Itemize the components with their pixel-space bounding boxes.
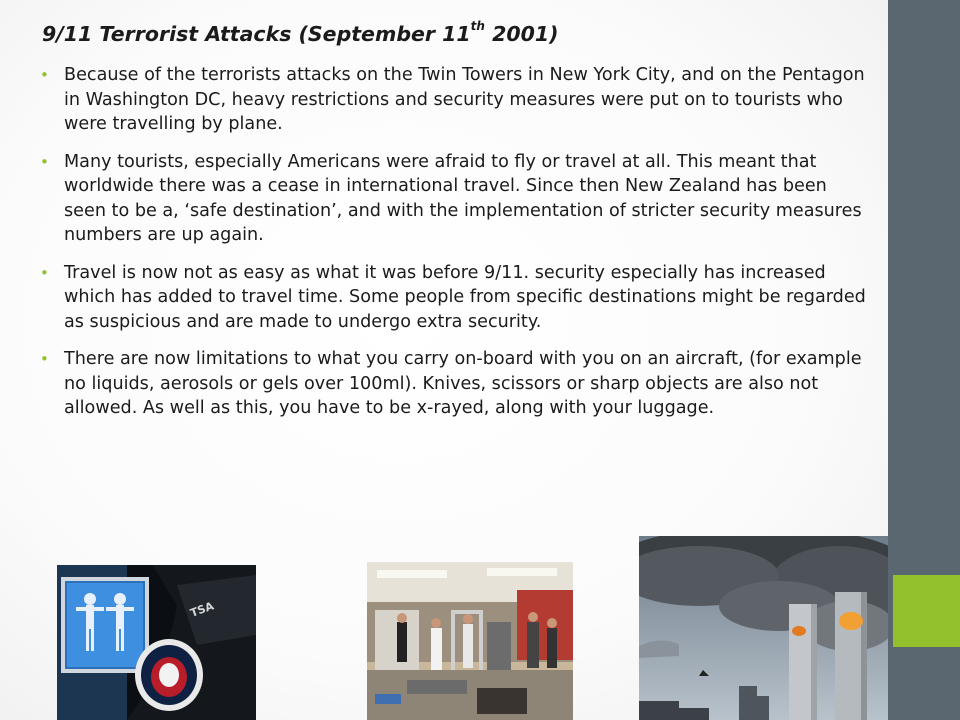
bullet-item [40,150,874,248]
slide-title [42,19,559,46]
bullet-text: There are now limitations to what you carry on-board with you on an aircraft, (for example no liquids, aerosols or gels over 100ml). Knives, scissors or sharp objects are also not allowed. As well as this, you have to be x-rayed, along with your luggage. [64,349,862,418]
bullet-dot-icon: • [40,66,49,84]
bullet-text: Many tourists, especially Americans were afraid to fly or travel at all. This meant that worldwide there was a cease in international travel. Since then New Zealand has been seen to be a, ‘safe destination’, and with the implementation of stricter security measures numbers are up again. [64,151,862,245]
bullet-item [40,347,874,421]
side-accent-block [893,575,960,647]
bullet-list [40,63,874,434]
bullet-item [40,63,874,137]
title-main: 9/11 Terrorist Attacks (September 11 [42,22,471,46]
twin-towers-photo [639,536,890,720]
security-checkpoint-photo [367,562,573,720]
bullet-text: Travel is now not as easy as what it was before 9/11. security especially has increased which has added to travel time. Some people from specific destinations might be regarded as suspicious and are made to undergo extra security. [64,262,866,332]
bullet-dot-icon: • [40,350,49,368]
bullet-text: Because of the terrorists attacks on the Twin Towers in New York City, and on the Pentagon in Washington DC, heavy restrictions and security measures were put on to tourists who were travelling by plane. [64,65,865,134]
bullet-item [40,261,874,335]
tsa-patch-label: TSA [188,599,216,620]
title-superscript: th [470,19,485,34]
bullet-dot-icon: • [40,152,49,171]
title-end: 2001) [484,22,559,46]
bullet-dot-icon: • [40,263,49,282]
body-scanner-photo [57,565,256,720]
